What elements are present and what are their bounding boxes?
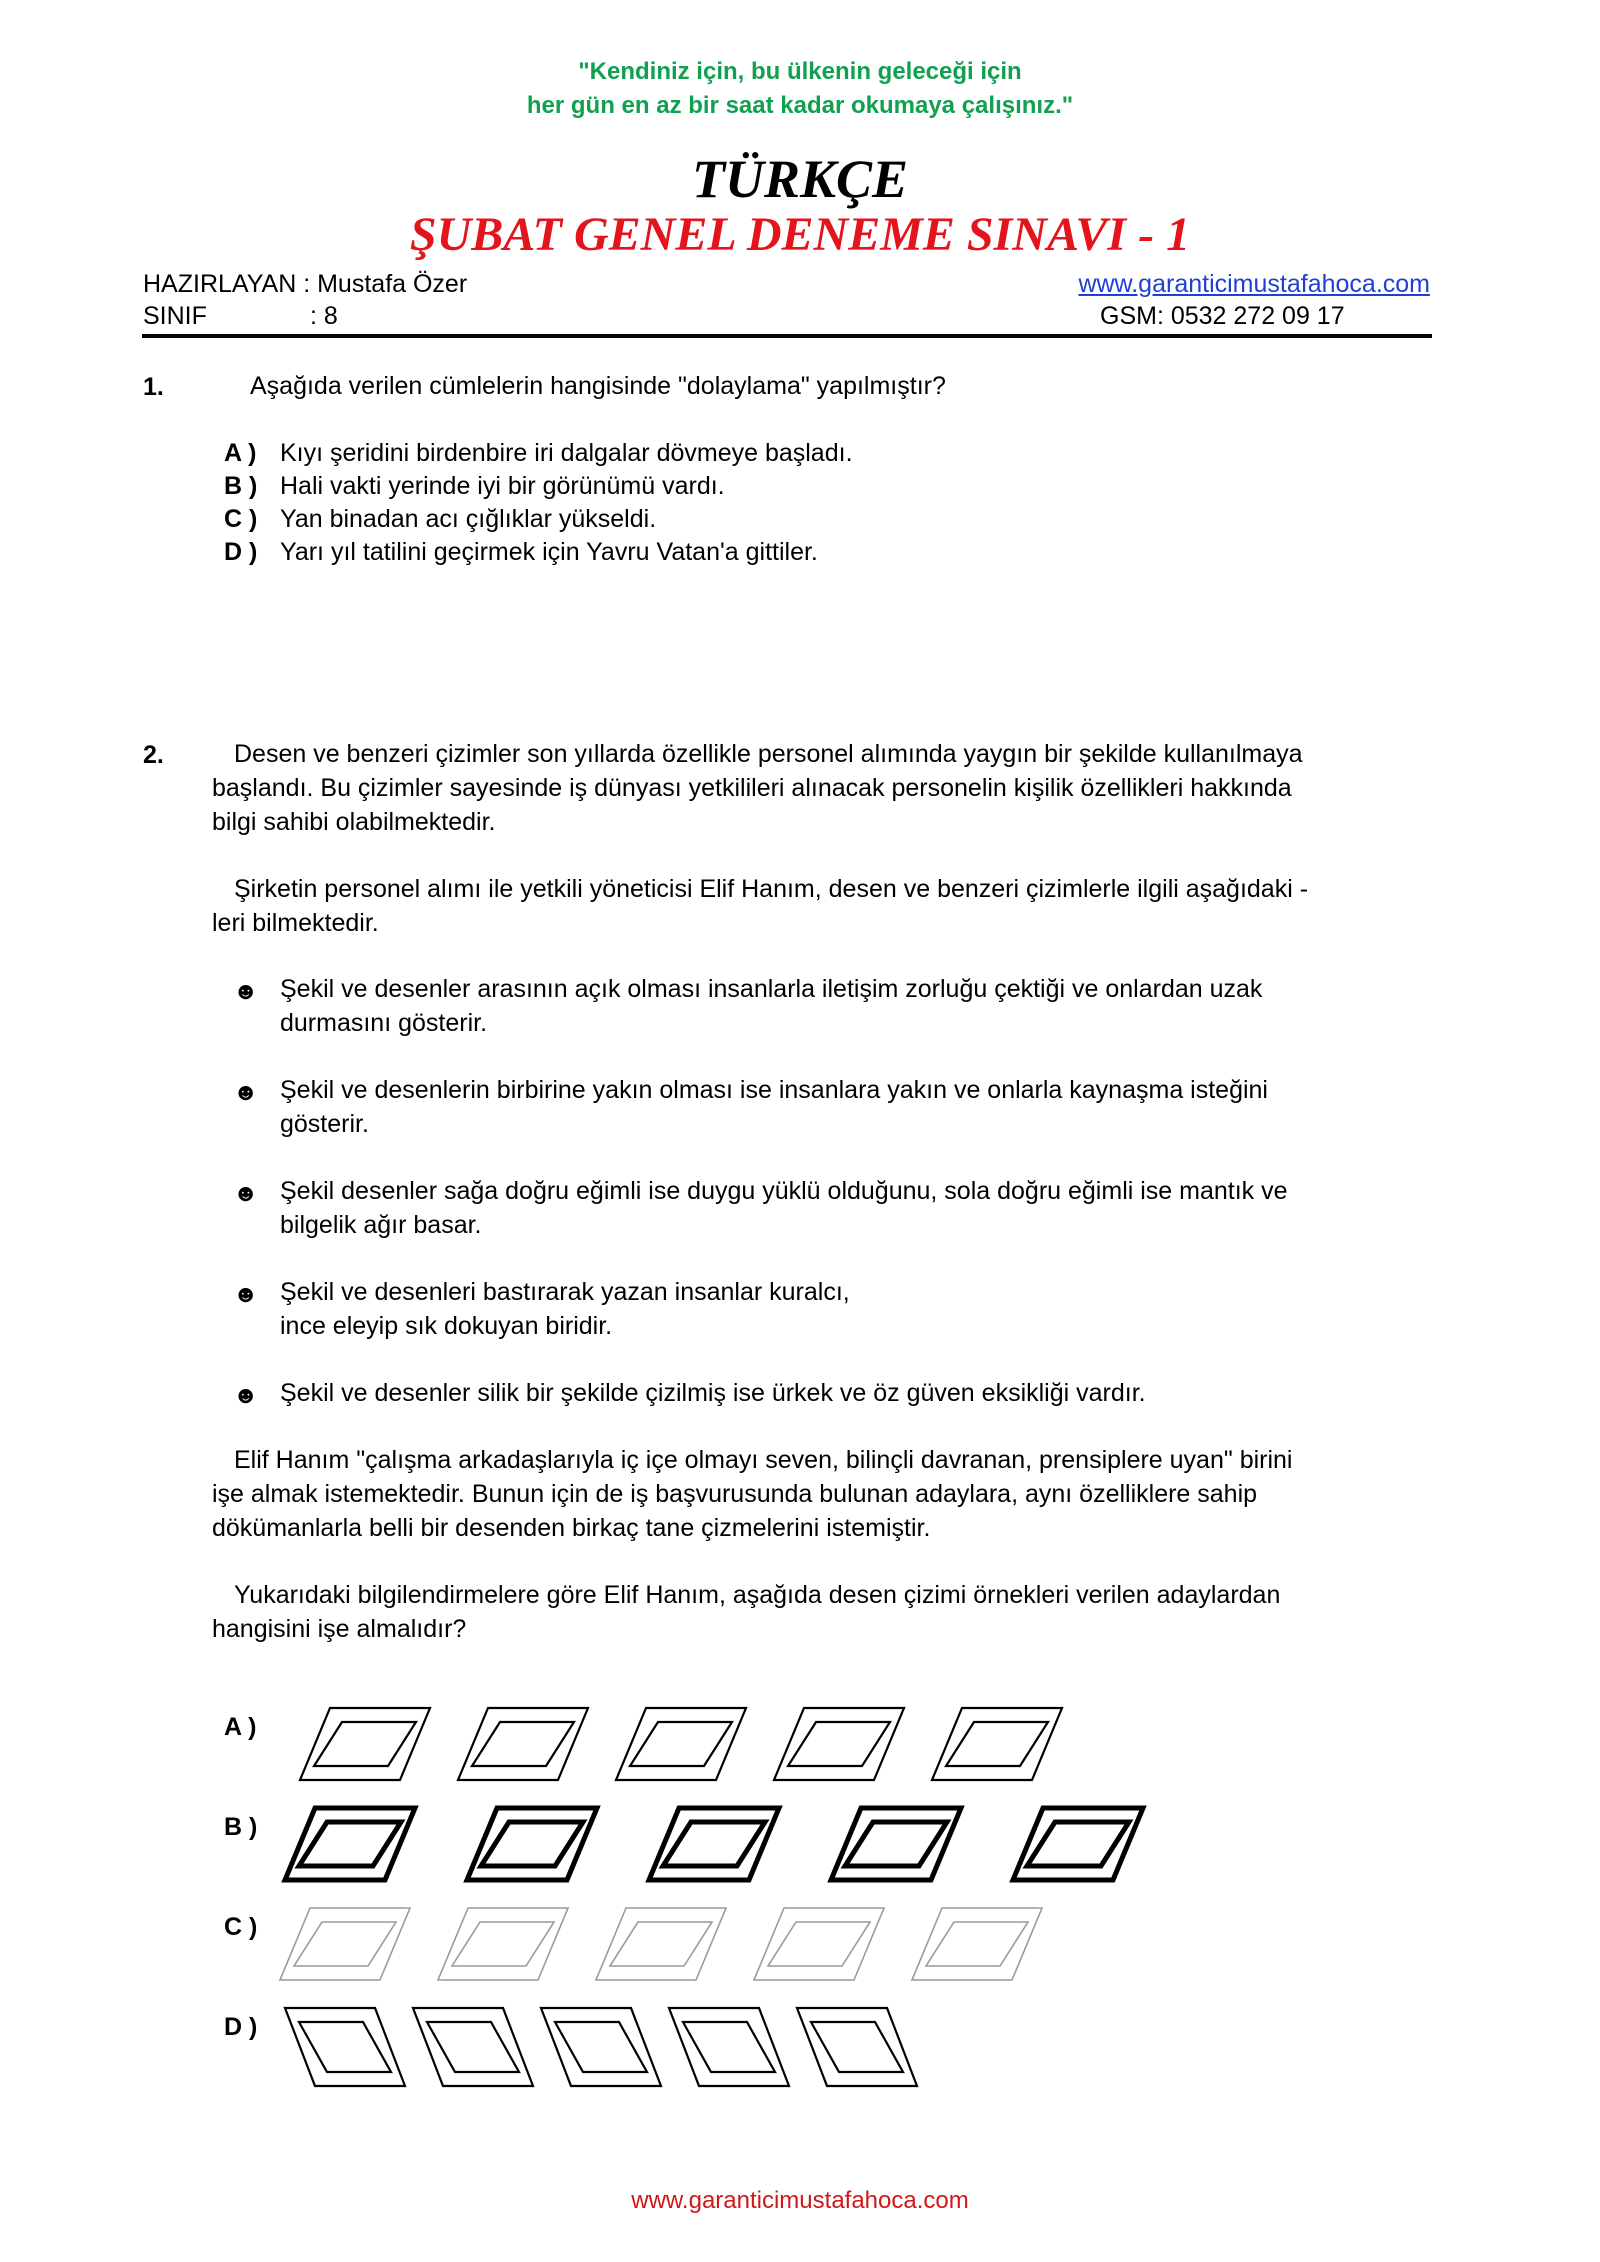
pattern-shape	[280, 1908, 410, 1980]
q1-option-a-label[interactable]: A )	[224, 439, 257, 467]
question-1-number: 1.	[143, 373, 164, 401]
q1-option-b-label[interactable]: B )	[224, 472, 258, 500]
q2-option-b-label[interactable]: B )	[224, 1813, 258, 1841]
pattern-shape	[932, 1708, 1062, 1780]
q2-bullet-3-line-1: Şekil desenler sağa doğru eğimli ise duygu yüklü olduğunu, sola doğru eğimli ise mantık ve	[280, 1177, 1288, 1205]
q2-paragraph-1-line-2: başlandı. Bu çizimler sayesinde iş dünyası yetkilileri alınacak personelin kişilik özellikleri hakkında	[212, 774, 1292, 802]
bullet-icon: ☻	[233, 1281, 259, 1308]
q1-option-a-text[interactable]: Kıyı şeridini birdenbire iri dalgalar dövmeye başladı.	[280, 439, 853, 467]
q2-paragraph-2-line-1: Şirketin personel alımı ile yetkili yöneticisi Elif Hanım, desen ve benzeri çizimlerle ilgili aşağıdaki -	[234, 875, 1309, 903]
pattern-shape	[458, 1708, 588, 1780]
pattern-shape	[285, 2008, 405, 2086]
q2-paragraph-1-line-1: Desen ve benzeri çizimler son yıllarda özellikle personel alımında yaygın bir şekilde kullanılmaya	[234, 740, 1303, 768]
q2-bullet-3-line-2: bilgelik ağır basar.	[280, 1211, 482, 1239]
q2-bullet-2-line-2: gösterir.	[280, 1110, 369, 1138]
exam-title: ŞUBAT GENEL DENEME SINAVI - 1	[409, 208, 1191, 261]
pattern-shape	[754, 1908, 884, 1980]
question-2-number: 2.	[143, 741, 164, 769]
q1-option-c-label[interactable]: C )	[224, 505, 258, 533]
q2-option-b-drawing[interactable]	[275, 1800, 1175, 1890]
pattern-shape	[649, 1808, 779, 1880]
pattern-shape	[774, 1708, 904, 1780]
bullet-icon: ☻	[233, 1180, 259, 1207]
q2-option-a-drawing[interactable]	[290, 1700, 1090, 1790]
motto-line-1: "Kendiniz için, bu ülkenin geleceği için	[578, 58, 1022, 85]
pattern-shape	[616, 1708, 746, 1780]
q1-option-d-label[interactable]: D )	[224, 538, 258, 566]
subject-title: TÜRKÇE	[691, 149, 909, 209]
pattern-shape	[285, 1808, 415, 1880]
q2-option-d-label[interactable]: D )	[224, 2013, 258, 2041]
q1-option-c-text[interactable]: Yan binadan acı çığlıklar yükseldi.	[280, 505, 657, 533]
author-label: HAZIRLAYAN : Mustafa Özer	[143, 270, 468, 298]
q2-bullet-5-line-1: Şekil ve desenler silik bir şekilde çizilmiş ise ürkek ve öz güven eksikliği vardır.	[280, 1379, 1146, 1407]
q1-option-b-text[interactable]: Hali vakti yerinde iyi bir görünümü vardı.	[280, 472, 725, 500]
q2-option-c-label[interactable]: C )	[224, 1913, 258, 1941]
pattern-shape	[1013, 1808, 1143, 1880]
pattern-shape	[413, 2008, 533, 2086]
q2-bullet-1-line-2: durmasını gösterir.	[280, 1009, 488, 1037]
q1-option-d-text[interactable]: Yarı yıl tatilini geçirmek için Yavru Vatan'a gittiler.	[280, 538, 818, 566]
pattern-shape	[912, 1908, 1042, 1980]
pattern-shape	[669, 2008, 789, 2086]
website-link[interactable]: www.garanticimustafahoca.com	[1078, 270, 1430, 298]
q2-paragraph-4-line-1: Yukarıdaki bilgilendirmelere göre Elif Hanım, aşağıda desen çizimi örnekleri verilen adaylardan	[234, 1581, 1281, 1609]
q2-option-d-drawing[interactable]	[275, 2000, 1075, 2100]
bullet-icon: ☻	[233, 1382, 259, 1409]
class-label: SINIF	[143, 302, 207, 330]
header-divider	[142, 334, 1432, 338]
pattern-shape	[831, 1808, 961, 1880]
q2-paragraph-4-line-2: hangisini işe almalıdır?	[212, 1615, 467, 1643]
q2-paragraph-3-line-3: dökümanlarla belli bir desenden birkaç tane çizmelerini istemiştir.	[212, 1514, 931, 1542]
q2-paragraph-2-line-2: leri bilmektedir.	[212, 909, 379, 937]
pattern-shape	[797, 2008, 917, 2086]
bullet-icon: ☻	[233, 1079, 259, 1106]
motto-line-2: her gün en az bir saat kadar okumaya çalışınız."	[526, 92, 1074, 119]
gsm-number: GSM: 0532 272 09 17	[1100, 302, 1345, 330]
footer-website[interactable]: www.garanticimustafahoca.com	[631, 2187, 969, 2214]
q2-paragraph-3-line-1: Elif Hanım "çalışma arkadaşlarıyla iç içe olmayı seven, bilinçli davranan, prensiplere uyan" birini	[234, 1446, 1293, 1474]
q2-bullet-4-line-1: Şekil ve desenleri bastırarak yazan insanlar kuralcı,	[280, 1278, 850, 1306]
q2-option-c-drawing[interactable]	[270, 1900, 1070, 1990]
pattern-shape	[300, 1708, 430, 1780]
pattern-shape	[541, 2008, 661, 2086]
q2-option-a-label[interactable]: A )	[224, 1713, 257, 1741]
class-value: : 8	[310, 302, 338, 330]
q2-paragraph-1-line-3: bilgi sahibi olabilmektedir.	[212, 808, 496, 836]
pattern-shape	[596, 1908, 726, 1980]
q2-bullet-1-line-1: Şekil ve desenler arasının açık olması insanlarla iletişim zorluğu çektiği ve onlardan uzak	[280, 975, 1263, 1003]
q2-bullet-2-line-1: Şekil ve desenlerin birbirine yakın olması ise insanlara yakın ve onlarla kaynaşma isteğini	[280, 1076, 1268, 1104]
pattern-shape	[467, 1808, 597, 1880]
q2-paragraph-3-line-2: işe almak istemektedir. Bunun için de iş başvurusunda bulunan adaylara, aynı özelliklere sahip	[212, 1480, 1258, 1508]
q2-bullet-4-line-2: ince eleyip sık dokuyan biridir.	[280, 1312, 613, 1340]
pattern-shape	[438, 1908, 568, 1980]
question-1-stem: Aşağıda verilen cümlelerin hangisinde "dolaylama" yapılmıştır?	[250, 372, 946, 400]
bullet-icon: ☻	[233, 978, 259, 1005]
